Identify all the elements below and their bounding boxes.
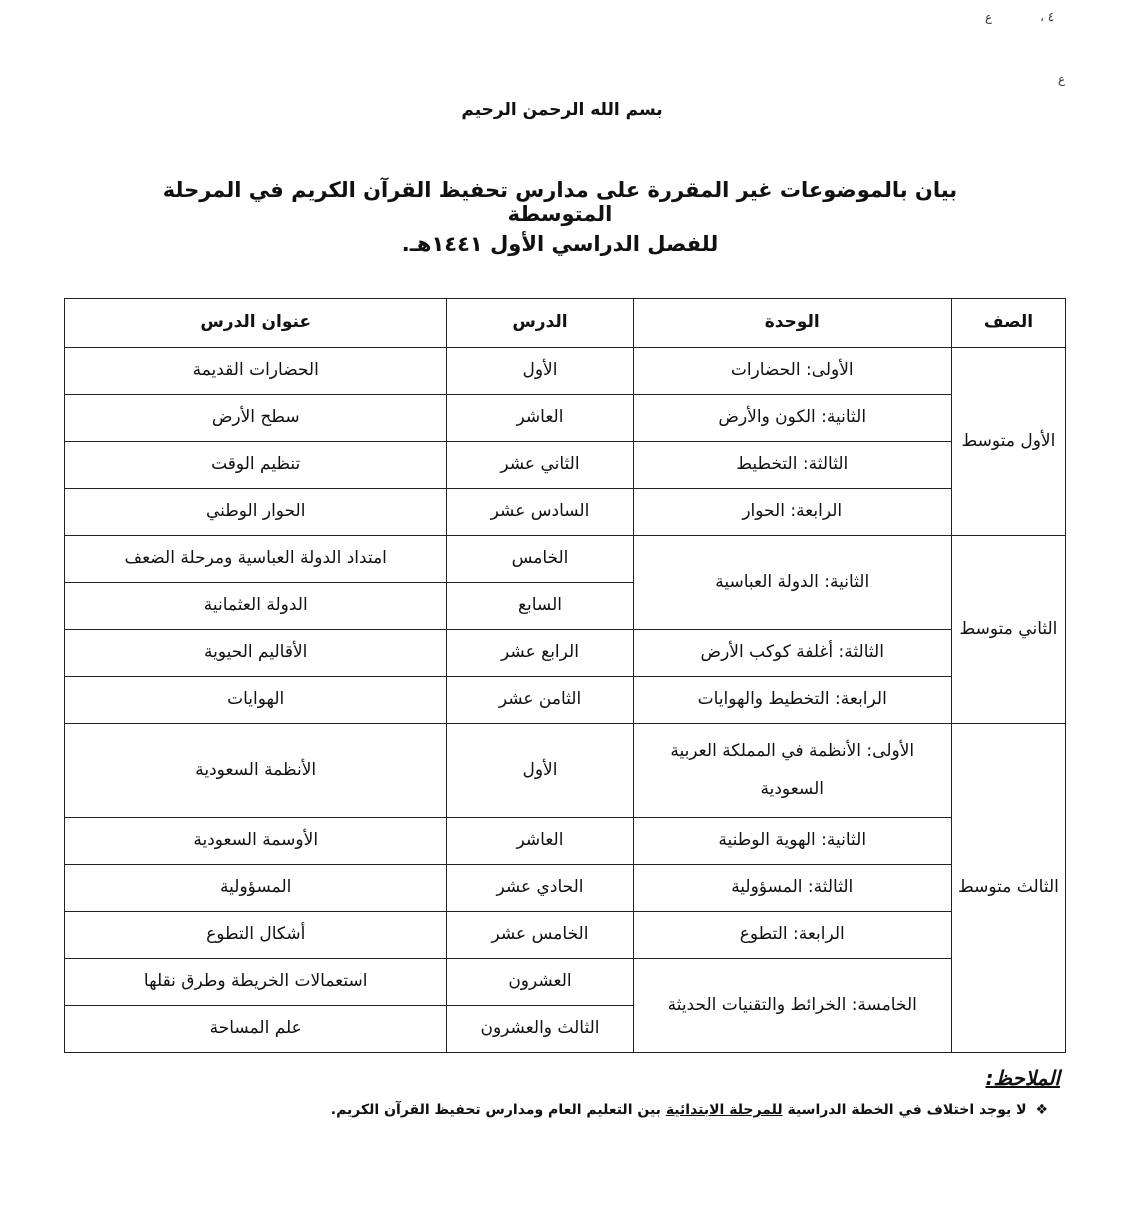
unit-cell: الثانية: الدولة العباسية bbox=[633, 536, 951, 630]
lesson-cell: الثالث والعشرون bbox=[447, 1006, 633, 1053]
unit-cell: الأولى: الحضارات bbox=[633, 348, 951, 395]
bullet-icon: ❖ bbox=[1035, 1102, 1048, 1118]
header-grade: الصف bbox=[951, 299, 1065, 348]
unit-cell: الرابعة: التخطيط والهوايات bbox=[633, 677, 951, 724]
lesson-title-cell: المسؤولية bbox=[65, 865, 447, 912]
lesson-cell: الرابع عشر bbox=[447, 630, 633, 677]
lesson-title-cell: امتداد الدولة العباسية ومرحلة الضعف bbox=[65, 536, 447, 583]
lesson-title-cell: الحوار الوطني bbox=[65, 489, 447, 536]
header-lesson-title: عنوان الدرس bbox=[65, 299, 447, 348]
lesson-title-cell: الهوايات bbox=[65, 677, 447, 724]
unit-cell: الثانية: الهوية الوطنية bbox=[633, 818, 951, 865]
table-row bbox=[65, 348, 1066, 395]
document-subtitle: للفصل الدراسي الأول ١٤٤١هـ. bbox=[401, 232, 719, 256]
note-line bbox=[331, 1102, 1048, 1118]
lesson-title-cell: تنظيم الوقت bbox=[65, 442, 447, 489]
unit-cell: الخامسة: الخرائط والتقنيات الحديثة bbox=[633, 959, 951, 1053]
note-heading: الملاحظ: bbox=[985, 1066, 1060, 1090]
unit-cell: الرابعة: الحوار bbox=[633, 489, 951, 536]
lesson-cell: الحادي عشر bbox=[447, 865, 633, 912]
table-row bbox=[65, 959, 1066, 1006]
basmala: بسم الله الرحمن الرحيم bbox=[461, 100, 663, 120]
table-row bbox=[65, 912, 1066, 959]
lesson-cell: الأول bbox=[447, 724, 633, 818]
unit-cell: الثانية: الكون والأرض bbox=[633, 395, 951, 442]
lesson-title-cell: الأنظمة السعودية bbox=[65, 724, 447, 818]
table-header-row bbox=[65, 299, 1066, 348]
lesson-cell: الأول bbox=[447, 348, 633, 395]
unit-cell: الثالثة: التخطيط bbox=[633, 442, 951, 489]
scan-mark: ٤ ، bbox=[1040, 10, 1055, 24]
unit-cell: الرابعة: التطوع bbox=[633, 912, 951, 959]
note-text-underlined: للمرحلة الابتدائية bbox=[665, 1102, 783, 1118]
table-row bbox=[65, 489, 1066, 536]
note-text: لا يوجد اختلاف ﻓﻲ الخطة الدراسية bbox=[787, 1102, 1027, 1118]
table-row bbox=[65, 395, 1066, 442]
table-row bbox=[65, 630, 1066, 677]
header-lesson: الدرس bbox=[447, 299, 633, 348]
lesson-cell: الثامن عشر bbox=[447, 677, 633, 724]
table-row bbox=[65, 818, 1066, 865]
lesson-cell: الخامس عشر bbox=[447, 912, 633, 959]
lesson-cell: الثاني عشر bbox=[447, 442, 633, 489]
lesson-cell: العاشر bbox=[447, 395, 633, 442]
lesson-cell: السابع bbox=[447, 583, 633, 630]
lesson-title-cell: أشكال التطوع bbox=[65, 912, 447, 959]
scan-mark: ع bbox=[1058, 72, 1066, 86]
table-row bbox=[65, 536, 1066, 583]
table-row bbox=[65, 865, 1066, 912]
note-text: بين التعليم العام ومدارس تحفيظ القرآن الكريم. bbox=[330, 1102, 661, 1118]
document-title: بيان بالموضوعات غير المقررة على مدارس تحفيظ القرآن الكريم ﻓﻲ المرحلة المتوسطة bbox=[162, 178, 958, 226]
lesson-title-cell: استعمالات الخريطة وطرق نقلها bbox=[65, 959, 447, 1006]
unit-cell: الثالثة: أغلفة كوكب الأرض bbox=[633, 630, 951, 677]
table-row bbox=[65, 442, 1066, 489]
unit-cell: الأولى: الأنظمة ﻓﻲ المملكة العربية السعودية bbox=[633, 724, 951, 818]
lesson-title-cell: الدولة العثمانية bbox=[65, 583, 447, 630]
header-unit: الوحدة bbox=[633, 299, 951, 348]
lesson-title-cell: علم المساحة bbox=[65, 1006, 447, 1053]
scan-mark: ع bbox=[985, 10, 993, 24]
lesson-cell: العاشر bbox=[447, 818, 633, 865]
grade-cell: الثاني متوسط bbox=[951, 536, 1065, 724]
table-row bbox=[65, 724, 1066, 818]
grade-cell: الأول متوسط bbox=[951, 348, 1065, 536]
lesson-title-cell: الأوسمة السعودية bbox=[65, 818, 447, 865]
lesson-cell: السادس عشر bbox=[447, 489, 633, 536]
lesson-cell: العشرون bbox=[447, 959, 633, 1006]
lesson-cell: الخامس bbox=[447, 536, 633, 583]
unit-cell: الثالثة: المسؤولية bbox=[633, 865, 951, 912]
lesson-title-cell: الحضارات القديمة bbox=[65, 348, 447, 395]
lesson-title-cell: الأقاليم الحيوية bbox=[65, 630, 447, 677]
lesson-title-cell: سطح الأرض bbox=[65, 395, 447, 442]
grade-cell: الثالث متوسط bbox=[951, 724, 1065, 1053]
table-row bbox=[65, 677, 1066, 724]
curriculum-table bbox=[64, 298, 1066, 1053]
